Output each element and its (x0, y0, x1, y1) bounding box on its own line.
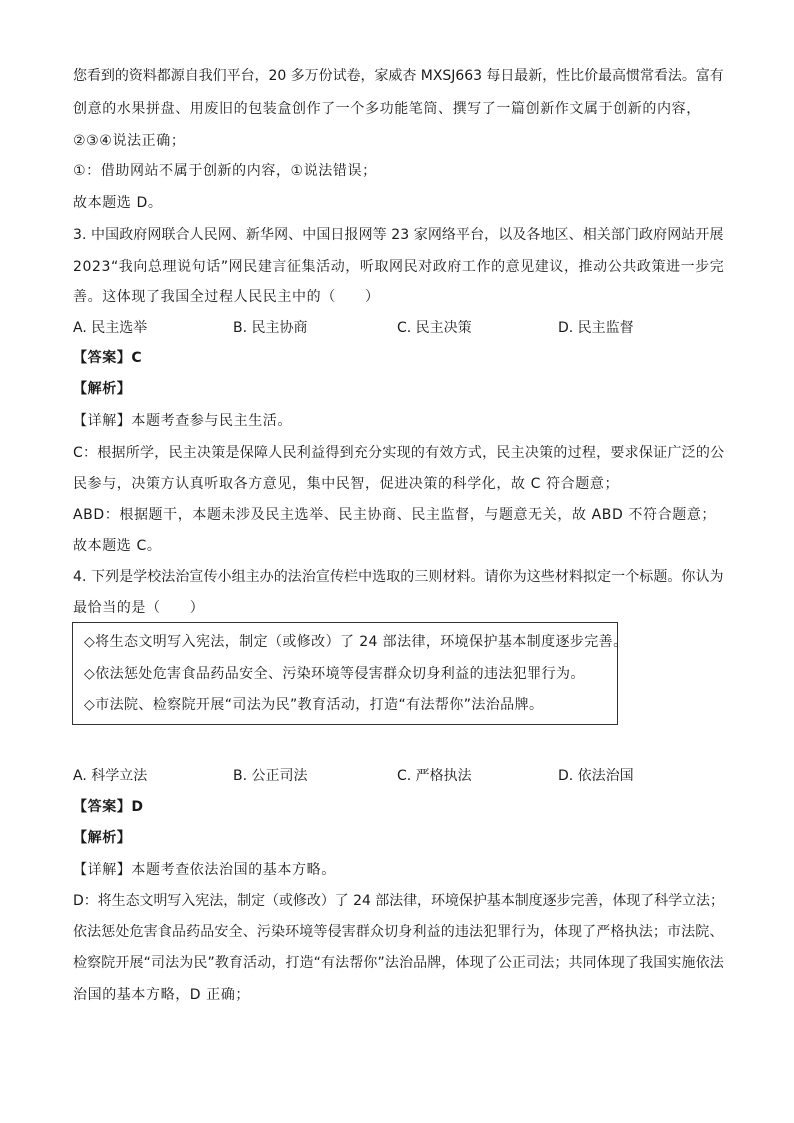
question-3-option-d: D. 民主监督 (558, 320, 634, 336)
question-4-stem: 4. 下列是学校法治宣传小组主办的法治宣传栏中选取的三则材料。请你为这些材料拟定一个标题。你认为 (73, 569, 724, 585)
material-item: ◇将生态文明写入宪法，制定（或修改）了 24 部法律，环境保护基本制度逐步完善。 (84, 634, 628, 650)
question-4-detail: 【详解】本题考查依法治国的基本方略。 (73, 862, 336, 878)
question-4-stem: 最恰当的是（ ） (73, 600, 205, 616)
question-4-option-b: B. 公正司法 (233, 768, 308, 784)
question-4-explanation: D：将生态文明写入宪法，制定（或修改）了 24 部法律，环境保护基本制度逐步完善，体现了科学立法； (73, 893, 724, 909)
question-3-stem: 善。这体现了我国全过程人民民主中的（ ） (73, 289, 380, 305)
question-3-answer: 【答案】C (73, 350, 143, 366)
question-3-detail: 【详解】本题考查参与民主生活。 (73, 413, 292, 429)
question-4-option-a: A. 科学立法 (73, 768, 148, 784)
question-3-conclusion: 故本题选 C。 (73, 538, 162, 554)
question-4-option-c: C. 严格执法 (397, 768, 472, 784)
text-line: ①：借助网站不属于创新的内容，①说法错误； (73, 163, 377, 179)
question-4-analysis-label: 【解析】 (73, 830, 132, 846)
question-4-explanation: 治国的基本方略，D 正确； (73, 987, 251, 1003)
question-3-explanation: ABD：根据题干，本题未涉及民主选举、民主协商、民主监督，与题意无关，故 ABD 不符合题意； (73, 507, 717, 523)
question-3-stem: 2023“我向总理说句话”网民建言征集活动，听取网民对政府工作的意见建议，推动公共政策进一步完 (73, 259, 725, 275)
text-line: 您看到的资料都源自我们平台，20 多万份试卷，家威杏 MXSJ663 每日最新，性比价最高惯常看法。富有 (73, 68, 724, 84)
question-4-explanation: 检察院开展“司法为民”教育活动，打造“有法帮你”法治品牌，体现了公正司法；共同体现了我国实施依法 (73, 955, 724, 971)
text-line: 创意的水果拼盘、用废旧的包装盒创作了一个多功能笔筒、撰写了一篇创新作文属于创新的内容， (73, 101, 701, 117)
question-3-explanation: 民参与，决策方认真听取各方意见，集中民智，促进决策的科学化，故 C 符合题意； (73, 476, 620, 492)
material-item: ◇依法惩处危害食品药品安全、污染环境等侵害群众切身利益的违法犯罪行为。 (84, 666, 585, 682)
material-item: ◇市法院、检察院开展“司法为民”教育活动，打造“有法帮你”法治品牌。 (84, 697, 544, 713)
text-line: 故本题选 D。 (73, 195, 163, 211)
question-3-explanation: C：根据所学，民主决策是保障人民利益得到充分实现的有效方式，民主决策的过程，要求保证广泛的公 (73, 445, 725, 461)
question-3-analysis-label: 【解析】 (73, 381, 132, 397)
question-3-option-c: C. 民主决策 (397, 320, 472, 336)
material-box (72, 622, 628, 725)
question-4-answer: 【答案】D (73, 799, 144, 815)
question-4-option-d: D. 依法治国 (558, 768, 634, 784)
text-line: ②③④说法正确； (73, 133, 186, 149)
question-3-stem: 3. 中国政府网联合人民网、新华网、中国日报网等 23 家网络平台，以及各地区、相关部门政府网站开展 (73, 227, 724, 243)
question-3-option-a: A. 民主选举 (73, 320, 148, 336)
question-4-explanation: 依法惩处危害食品药品安全、污染环境等侵害群众切身利益的违法犯罪行为，体现了严格执法；市法院、 (73, 924, 724, 940)
question-3-option-b: B. 民主协商 (233, 320, 308, 336)
